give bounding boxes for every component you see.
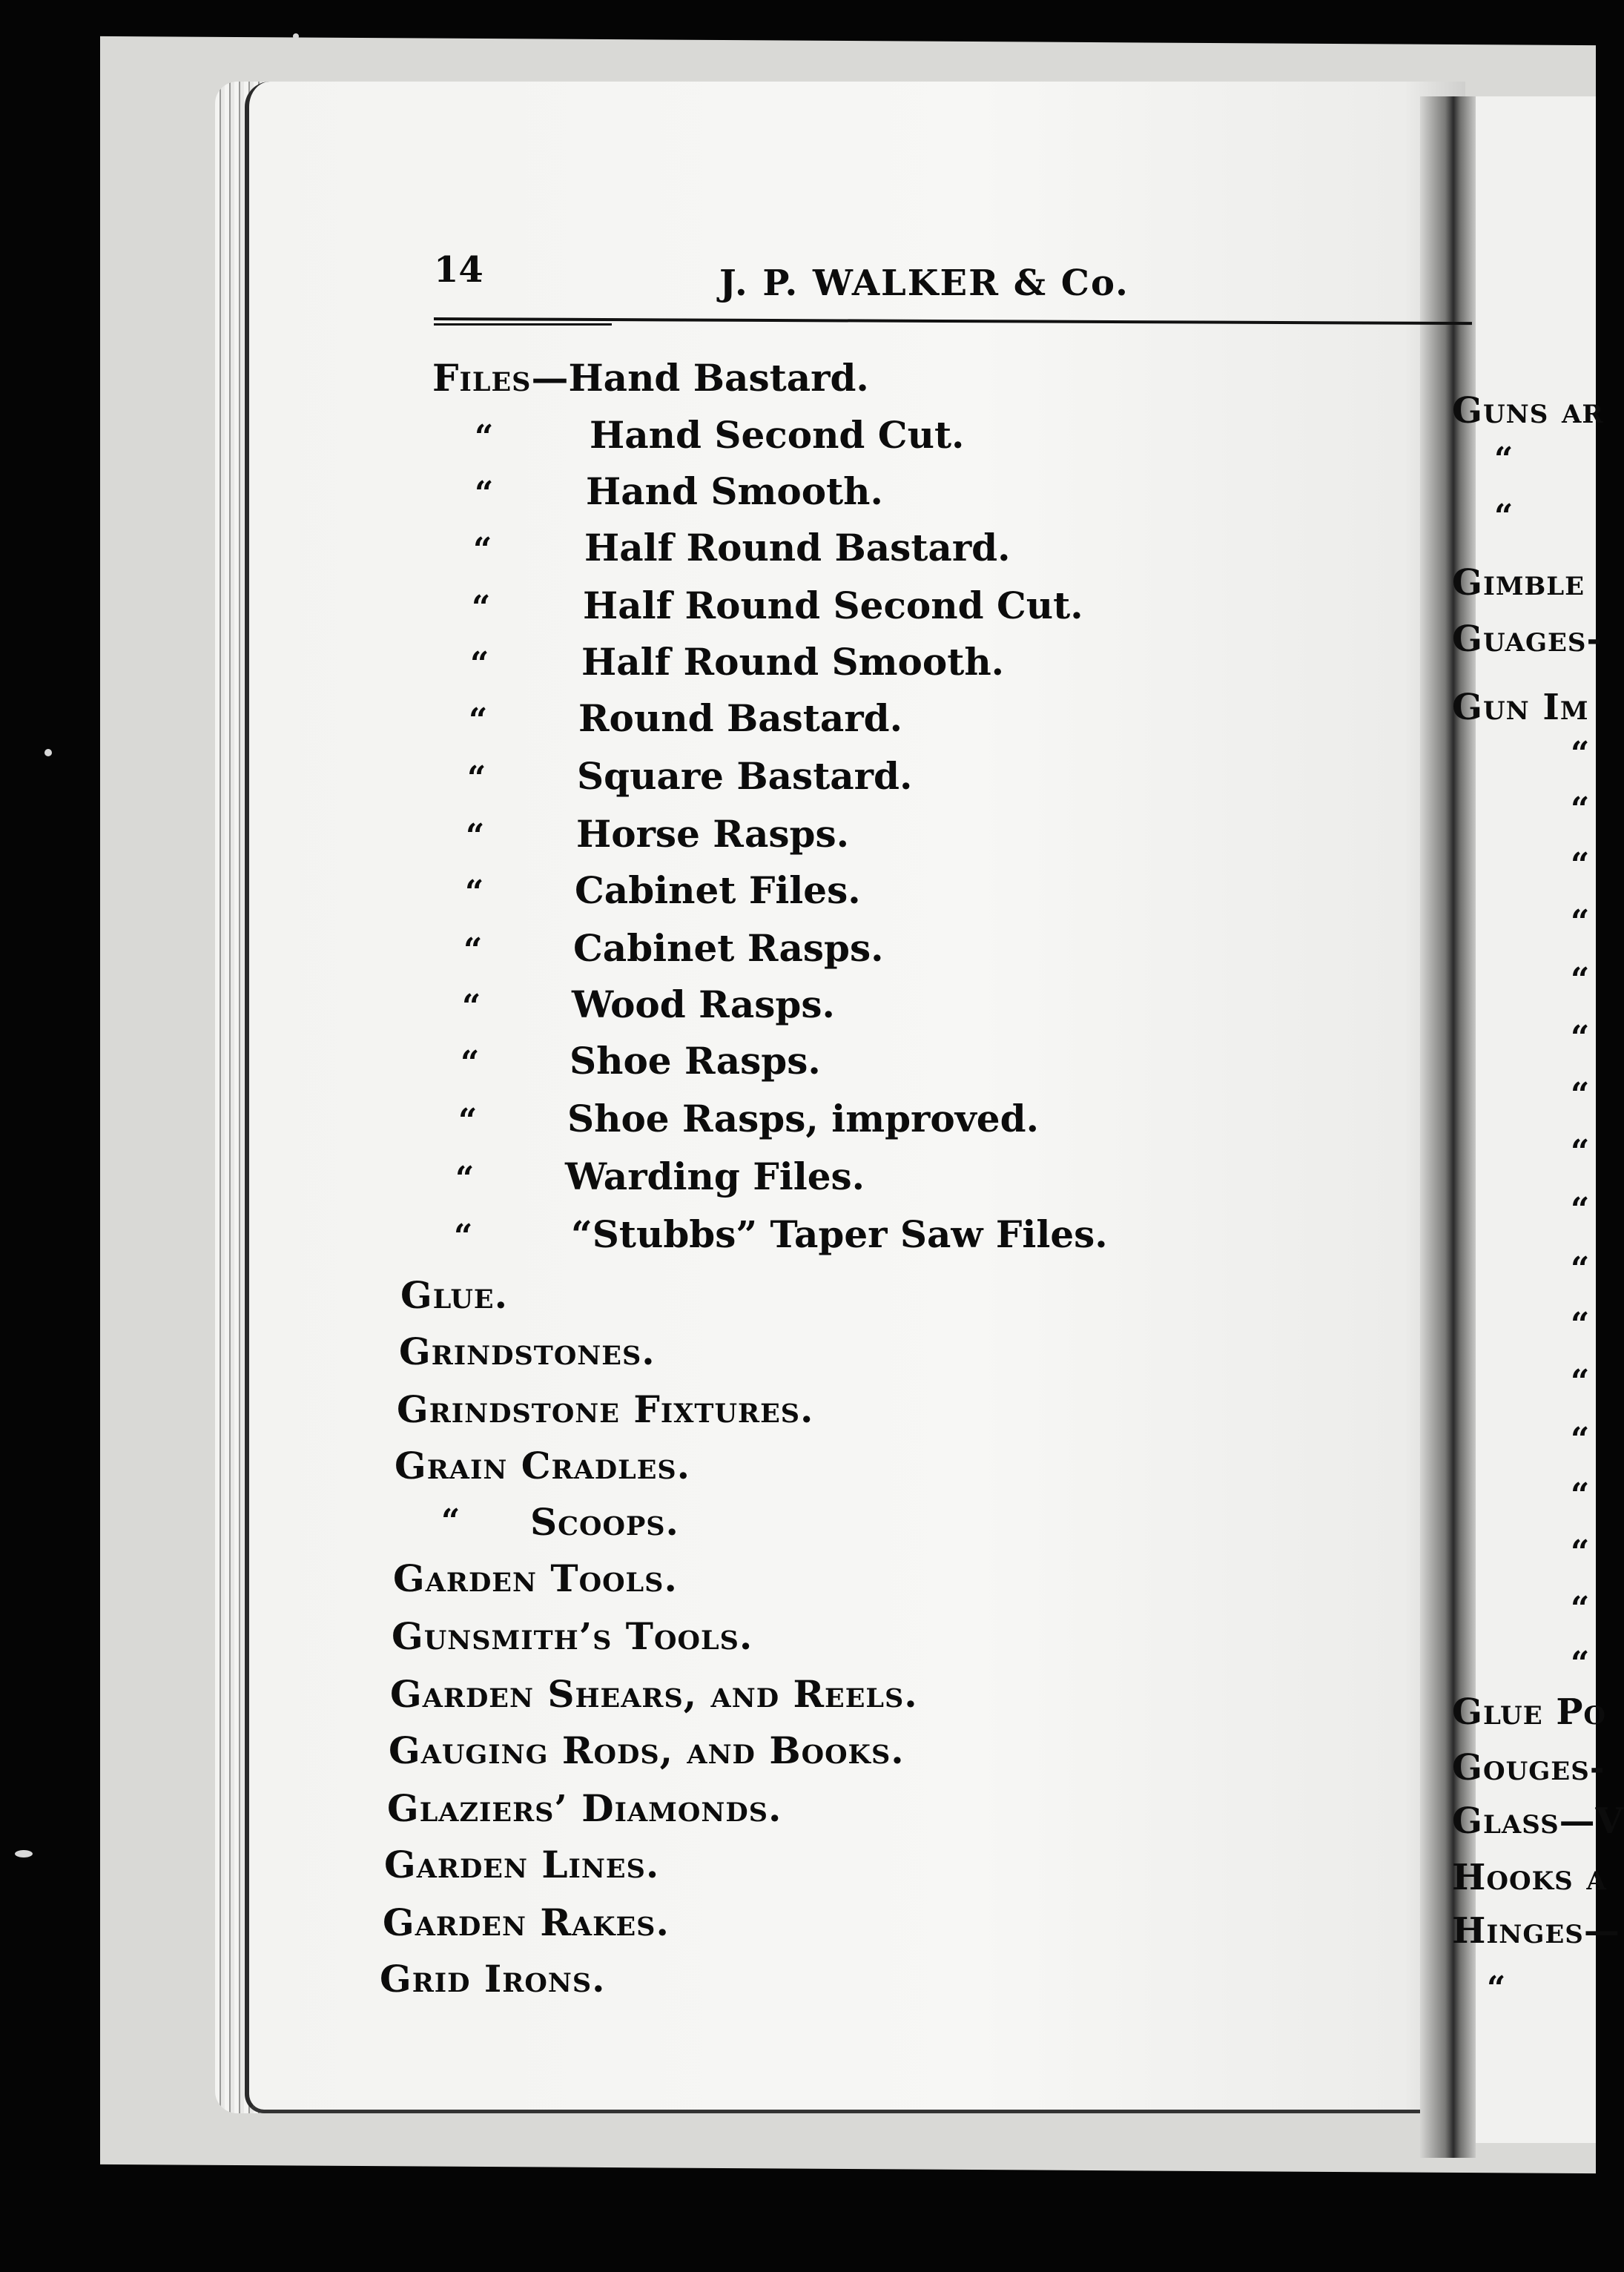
ditto-mark: “ <box>1571 1306 1590 1344</box>
ditto-mark: “ <box>1571 735 1590 773</box>
files-item: Half Round Bastard. <box>584 526 1011 569</box>
catalog-entry: Grindstone Fixtures. <box>397 1387 814 1431</box>
catalog-entry: Gunsmith’s Tools. <box>392 1614 753 1658</box>
files-item: Cabinet Rasps. <box>573 926 884 970</box>
ditto-mark: “ <box>1571 1533 1590 1571</box>
catalog-entry: Grindstones. <box>399 1330 656 1373</box>
right-page-fragment: Gun Im <box>1452 687 1589 728</box>
files-item: Half Round Smooth. <box>581 640 1005 684</box>
right-page-fragment: Hinges— <box>1452 1910 1620 1952</box>
right-page-fragment: Guages- <box>1452 618 1602 660</box>
ditto-mark: “ <box>1571 846 1590 884</box>
files-item: “Stubbs” Taper Saw Files. <box>571 1212 1108 1256</box>
files-item: Shoe Rasps. <box>570 1039 821 1083</box>
ditto-mark: “ <box>461 1044 480 1082</box>
catalog-entry: Garden Tools. <box>393 1556 678 1600</box>
catalog-entry: Glaziers’ Diamonds. <box>387 1786 782 1830</box>
dust-speck <box>293 33 299 39</box>
ditto-mark: “ <box>1571 1133 1590 1171</box>
running-head: J. P. WALKER & Co. <box>719 262 1129 304</box>
ditto-mark: “ <box>475 475 494 512</box>
catalog-entry: Grid Irons. <box>380 1957 606 2001</box>
files-item: Hand Smooth. <box>586 469 883 513</box>
ditto-mark: “ <box>1571 1191 1590 1229</box>
right-page-fragment: Hooks a <box>1452 1857 1607 1898</box>
ditto-mark: “ <box>441 1502 461 1540</box>
ditto-mark: “ <box>1571 903 1590 941</box>
files-item: Cabinet Files. <box>575 868 861 912</box>
catalog-entry: Glue. <box>400 1273 509 1317</box>
files-label: Files <box>432 356 532 400</box>
files-dash: — <box>531 356 569 400</box>
files-item: Hand Bastard. <box>568 356 869 400</box>
files-item: Hand Second Cut. <box>590 413 965 457</box>
catalog-entry: Garden Rakes. <box>383 1901 670 1944</box>
scoops-entry: Scoops. <box>530 1500 679 1544</box>
ditto-mark: “ <box>1487 1969 1506 2007</box>
ditto-mark: “ <box>1571 1076 1590 1114</box>
ditto-mark: “ <box>1571 1645 1590 1682</box>
ditto-mark: “ <box>1571 961 1590 999</box>
right-page-fragment: Gimble <box>1452 562 1585 604</box>
ditto-mark: “ <box>455 1160 475 1198</box>
dust-speck <box>15 1850 33 1857</box>
page-number: 14 <box>434 249 483 291</box>
ditto-mark: “ <box>1494 440 1514 478</box>
files-item: Horse Rasps. <box>576 812 850 856</box>
right-page-fragment: Glass—V <box>1452 1800 1624 1842</box>
catalog-entry: Garden Lines. <box>384 1843 660 1886</box>
right-page-fragment: Glue Po <box>1452 1691 1607 1733</box>
files-item: Half Round Second Cut. <box>583 584 1083 627</box>
ditto-mark: “ <box>458 1102 478 1140</box>
ditto-mark: “ <box>467 759 486 797</box>
ditto-mark: “ <box>1571 1421 1590 1459</box>
ditto-mark: “ <box>465 874 484 911</box>
catalog-entry: Gauging Rods, and Books. <box>389 1728 905 1772</box>
ditto-mark: “ <box>454 1218 473 1255</box>
ditto-mark: “ <box>466 817 485 855</box>
ditto-mark: “ <box>1571 1250 1590 1288</box>
ditto-mark: “ <box>1571 790 1590 828</box>
right-page-fragment: Gouges- <box>1452 1747 1605 1789</box>
files-heading <box>432 356 869 400</box>
ditto-mark: “ <box>463 931 483 969</box>
files-item: Square Bastard. <box>577 754 913 798</box>
ditto-mark: “ <box>1571 1363 1590 1401</box>
header-rule-thick <box>434 323 612 326</box>
ditto-mark: “ <box>1571 1019 1590 1057</box>
files-item: Shoe Rasps, improved. <box>567 1097 1039 1140</box>
ditto-mark: “ <box>473 531 492 569</box>
files-item: Wood Rasps. <box>572 983 835 1026</box>
catalog-entry: Grain Cradles. <box>395 1444 691 1487</box>
files-item: Round Bastard. <box>578 696 902 740</box>
ditto-mark: “ <box>472 589 491 627</box>
catalog-entry: Garden Shears, and Reels. <box>390 1672 918 1716</box>
files-item: Warding Files. <box>565 1155 865 1198</box>
right-page-fragment: Guns ar <box>1452 390 1604 432</box>
ditto-mark: “ <box>470 645 489 683</box>
ditto-mark: “ <box>1571 1476 1590 1514</box>
ditto-mark: “ <box>469 701 488 739</box>
dust-speck <box>44 749 52 756</box>
ditto-mark: “ <box>475 418 494 456</box>
ditto-mark: “ <box>462 988 481 1026</box>
ditto-mark: “ <box>1571 1590 1590 1628</box>
ditto-mark: “ <box>1494 498 1514 535</box>
